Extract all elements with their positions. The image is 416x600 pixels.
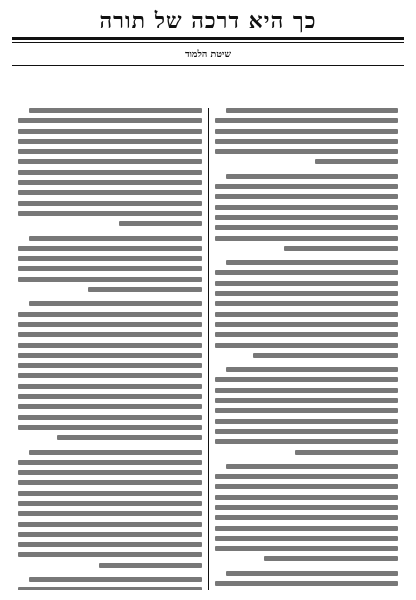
text-line	[18, 470, 202, 475]
text-line	[18, 312, 202, 317]
text-line	[18, 532, 202, 537]
text-line	[18, 363, 202, 368]
text-line	[18, 480, 202, 485]
text-line	[215, 281, 399, 286]
text-line	[215, 515, 399, 520]
text-line	[215, 581, 399, 586]
text-line	[215, 149, 399, 154]
text-line	[215, 546, 399, 551]
text-line	[18, 180, 202, 185]
text-line	[18, 129, 202, 134]
right-column-paragraph	[215, 464, 399, 562]
header-separator	[12, 65, 404, 66]
left-column-paragraph	[18, 108, 202, 226]
text-line	[253, 353, 398, 358]
text-line	[215, 184, 399, 189]
text-line	[215, 139, 399, 144]
title-rule-thin	[12, 42, 404, 43]
text-line	[215, 439, 399, 444]
text-line	[215, 129, 399, 134]
text-line	[29, 450, 201, 455]
text-line	[215, 377, 399, 382]
text-line	[119, 221, 202, 226]
text-line	[226, 260, 398, 265]
text-line	[215, 301, 399, 306]
text-line	[215, 388, 399, 393]
text-line	[18, 384, 202, 389]
left-column-paragraph	[18, 301, 202, 440]
text-line	[88, 287, 202, 292]
text-line	[284, 246, 398, 251]
text-line	[215, 398, 399, 403]
text-line	[264, 556, 398, 561]
text-line	[57, 435, 202, 440]
page-title: כך היא דרכה של תורה	[99, 8, 317, 34]
text-line	[18, 118, 202, 123]
text-line	[215, 312, 399, 317]
text-line	[18, 211, 202, 216]
left-column-paragraph	[18, 577, 202, 590]
text-line	[18, 353, 202, 358]
right-column-paragraph	[215, 260, 399, 358]
text-line	[215, 419, 399, 424]
text-line	[226, 174, 398, 179]
text-line	[215, 215, 399, 220]
text-line	[226, 571, 398, 576]
column-right	[209, 108, 405, 590]
text-line	[215, 291, 399, 296]
text-line	[226, 367, 398, 372]
text-line	[18, 542, 202, 547]
text-line	[215, 118, 399, 123]
text-line	[215, 225, 399, 230]
text-line	[215, 505, 399, 510]
column-left	[12, 108, 208, 590]
text-line	[215, 322, 399, 327]
text-line	[215, 332, 399, 337]
left-column-paragraph	[18, 450, 202, 568]
text-line	[18, 491, 202, 496]
text-line	[215, 526, 399, 531]
text-line	[18, 190, 202, 195]
text-line	[18, 170, 202, 175]
text-line	[18, 256, 202, 261]
title-rule-thick	[12, 37, 404, 40]
header-block	[12, 49, 404, 60]
text-line	[215, 474, 399, 479]
text-line	[215, 194, 399, 199]
text-line	[226, 108, 398, 113]
text-line	[18, 139, 202, 144]
text-line	[18, 425, 202, 430]
text-line	[18, 460, 202, 465]
text-line	[18, 277, 202, 282]
text-line	[18, 394, 202, 399]
text-line	[18, 201, 202, 206]
text-line	[215, 429, 399, 434]
text-line	[29, 236, 201, 241]
right-column-paragraph	[215, 174, 399, 251]
text-line	[18, 373, 202, 378]
text-line	[18, 587, 202, 590]
text-line	[18, 522, 202, 527]
text-line	[18, 159, 202, 164]
text-line	[215, 343, 399, 348]
text-line	[29, 577, 201, 582]
two-column-body	[12, 108, 404, 590]
text-line	[215, 484, 399, 489]
left-column-paragraph	[18, 236, 202, 292]
text-line	[226, 464, 398, 469]
text-line	[215, 495, 399, 500]
right-column-paragraph	[215, 571, 399, 590]
text-line	[29, 108, 201, 113]
text-line	[18, 404, 202, 409]
text-line	[18, 266, 202, 271]
text-line	[18, 322, 202, 327]
header-line-1: שיטת הלמוד	[185, 49, 231, 60]
text-line	[215, 408, 399, 413]
text-line	[99, 563, 202, 568]
text-line	[18, 149, 202, 154]
right-column-paragraph	[215, 108, 399, 164]
text-line	[18, 552, 202, 557]
text-line	[295, 450, 398, 455]
right-column-paragraph	[215, 367, 399, 454]
text-line	[18, 246, 202, 251]
text-line	[18, 511, 202, 516]
text-line	[315, 159, 398, 164]
text-line	[18, 501, 202, 506]
text-line	[18, 332, 202, 337]
text-line	[215, 236, 399, 241]
text-line	[29, 301, 201, 306]
text-line	[215, 536, 399, 541]
text-line	[18, 343, 202, 348]
text-line	[18, 415, 202, 420]
text-line	[215, 270, 399, 275]
text-line	[215, 205, 399, 210]
